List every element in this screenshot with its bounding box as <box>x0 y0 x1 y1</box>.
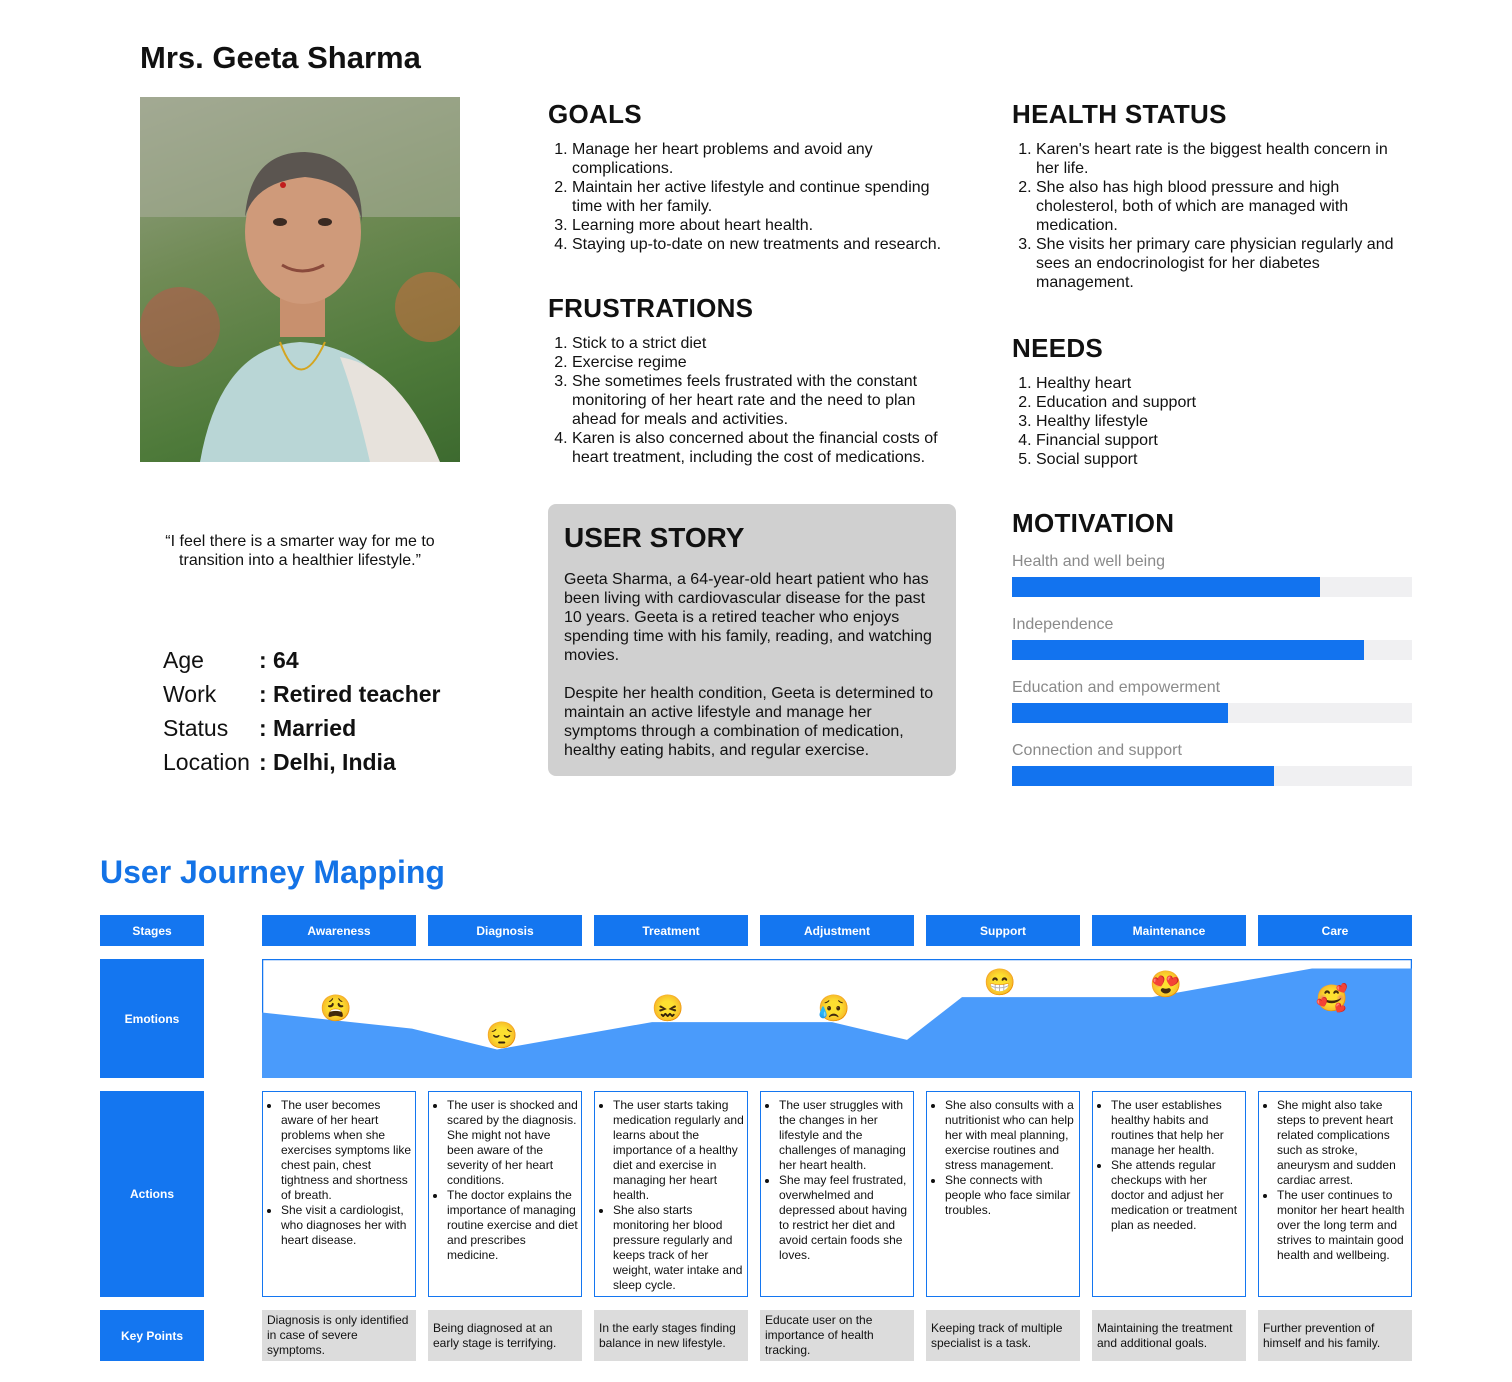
stage-actions <box>1258 1091 1412 1297</box>
motivation-bar-fill <box>1012 766 1274 786</box>
portrait-illustration <box>140 97 460 462</box>
user-story-card <box>548 504 956 776</box>
fact-age: Age : 64 <box>163 647 299 673</box>
action-item: • She attends regular checkups with her doctor and adjust her medication or treatment plan as needed. <box>1111 1158 1243 1233</box>
stage-header: Maintenance <box>1092 915 1246 946</box>
stage-header: Treatment <box>594 915 748 946</box>
goal-item: 1. Manage her heart problems and avoid any complications. <box>572 140 948 178</box>
health-status-item: 2. She also has high blood pressure and high cholesterol, both of which are managed with medication. <box>1036 178 1412 235</box>
stage-header: Diagnosis <box>428 915 582 946</box>
stage-actions-list <box>599 1098 745 1293</box>
stage-key-point: Further prevention of himself and his family. <box>1258 1310 1412 1361</box>
fact-location: Location : Delhi, India <box>163 749 396 775</box>
goals-list <box>548 140 948 254</box>
goals-section <box>548 99 948 254</box>
fact-work: Work : Retired teacher <box>163 681 441 707</box>
health-status-list <box>1012 140 1412 292</box>
action-item: • She visit a cardiologist, who diagnoses her with heart disease. <box>281 1203 413 1248</box>
frustration-item: 4. Karen is also concerned about the financial costs of heart treatment, including the cost of medications. <box>572 429 953 467</box>
row-label-actions: Actions <box>100 1091 204 1297</box>
need-item: 3. Healthy lifestyle <box>1036 412 1412 431</box>
motivation-bar-track <box>1012 577 1412 597</box>
need-item: 1. Healthy heart <box>1036 374 1412 393</box>
emotion-emoji: 😁 <box>983 967 1017 997</box>
action-item: • The user struggles with the changes in her lifestyle and the challenges of managing her heart health. <box>779 1098 911 1173</box>
stage-actions <box>926 1091 1080 1297</box>
user-story-paragraph: Despite her health condition, Geeta is determined to maintain an active lifestyle and manage her symptoms through a combination of medication, healthy eating habits, and regular exercise. <box>564 685 934 759</box>
health-status-section <box>1012 99 1412 292</box>
needs-list <box>1012 374 1412 469</box>
action-item: • The user is shocked and scared by the diagnosis. She might not have been aware of the severity of her heart conditions. <box>447 1098 579 1188</box>
motivation-bar-fill <box>1012 577 1320 597</box>
action-item: • The user continues to monitor her heart health over the long term and strives to maintain good health and wellbeing. <box>1277 1188 1409 1263</box>
stage-key-point: Being diagnosed at an early stage is terrifying. <box>428 1310 582 1361</box>
stage-actions-list <box>267 1098 413 1248</box>
goal-item: 2. Maintain her active lifestyle and continue spending time with her family. <box>572 178 948 216</box>
action-item: • She connects with people who face similar troubles. <box>945 1173 1077 1218</box>
stage-key-point: In the early stages finding balance in new lifestyle. <box>594 1310 748 1361</box>
motivation-label: Connection and support <box>1012 742 1182 759</box>
emotion-emoji: 😩 <box>319 993 353 1023</box>
stage-key-point: Maintaining the treatment and additional goals. <box>1092 1310 1246 1361</box>
row-label-stages: Stages <box>100 915 204 946</box>
frustration-item: 1. Stick to a strict diet <box>572 334 953 353</box>
emotion-emoji: 😖 <box>651 993 685 1023</box>
stage-actions <box>760 1091 914 1297</box>
frustrations-title: FRUSTRATIONS <box>548 293 754 323</box>
stage-header: Awareness <box>262 915 416 946</box>
frustrations-section <box>548 293 953 467</box>
goals-title: GOALS <box>548 99 642 129</box>
health-status-item: 1. Karen's heart rate is the biggest health concern in her life. <box>1036 140 1412 178</box>
motivation-bar-fill <box>1012 703 1228 723</box>
emotion-curve-chart <box>262 959 1412 1078</box>
motivation-bar-track <box>1012 640 1412 660</box>
action-item: • She may feel frustrated, overwhelmed and depressed about having to restrict her diet and avoid certain foods she loves. <box>779 1173 911 1263</box>
motivation-list <box>1012 553 1412 786</box>
action-item: • She also starts monitoring her blood pressure regularly and keeps track of her weight, water intake and sleep cycle. <box>613 1203 745 1293</box>
needs-section <box>1012 333 1412 469</box>
emotion-chart <box>262 959 1412 1078</box>
stage-actions <box>428 1091 582 1297</box>
emotion-emoji: 😥 <box>817 993 851 1023</box>
motivation-title: MOTIVATION <box>1012 508 1175 538</box>
action-item: • The user establishes healthy habits and routines that help her manage her health. <box>1111 1098 1243 1158</box>
motivation-item <box>1012 679 1412 723</box>
stage-header: Support <box>926 915 1080 946</box>
stage-actions <box>1092 1091 1246 1297</box>
need-item: 5. Social support <box>1036 450 1412 469</box>
motivation-item <box>1012 553 1412 597</box>
journey-title: User Journey Mapping <box>100 854 445 890</box>
stage-key-point: Diagnosis is only identified in case of severe symptoms. <box>262 1310 416 1361</box>
persona-quote: “I feel there is a smarter way for me to transition into a healthier lifestyle.” <box>165 533 435 569</box>
action-item: • She also consults with a nutritionist who can help her with meal planning, exercise routines and stress management. <box>945 1098 1077 1173</box>
row-label-emotions: Emotions <box>100 959 204 1078</box>
need-item: 2. Education and support <box>1036 393 1412 412</box>
health-status-item: 3. She visits her primary care physician regularly and sees an endocrinologist for her diabetes management. <box>1036 235 1412 292</box>
health-status-title: HEALTH STATUS <box>1012 99 1227 129</box>
motivation-item <box>1012 616 1412 660</box>
motivation-label: Health and well being <box>1012 553 1165 570</box>
motivation-label: Education and empowerment <box>1012 679 1221 696</box>
stage-key-point: Keeping track of multiple specialist is a task. <box>926 1310 1080 1361</box>
motivation-bar-track <box>1012 766 1412 786</box>
needs-title: NEEDS <box>1012 333 1104 363</box>
row-label-key-points: Key Points <box>100 1310 204 1361</box>
stage-actions-list <box>765 1098 911 1263</box>
frustration-item: 2. Exercise regime <box>572 353 953 372</box>
frustration-item: 3. She sometimes feels frustrated with the constant monitoring of her heart rate and the need to plan ahead for meals and activities. <box>572 372 953 429</box>
action-item: • She might also take steps to prevent heart related complications such as stroke, aneurysm and sudden cardiac arrest. <box>1277 1098 1409 1188</box>
goal-item: 4. Staying up-to-date on new treatments and research. <box>572 235 948 254</box>
stage-actions-list <box>931 1098 1077 1218</box>
user-story-paragraph: Geeta Sharma, a 64-year-old heart patient who has been living with cardiovascular disease for the past 10 years. Geeta is a retired teacher who enjoys spending time with his family, reading, and watching movies. <box>564 571 932 664</box>
stage-actions <box>262 1091 416 1297</box>
fact-status: Status : Married <box>163 715 357 741</box>
stage-header: Care <box>1258 915 1412 946</box>
emotion-emoji: 😔 <box>485 1020 519 1050</box>
persona-facts <box>163 643 441 779</box>
motivation-label: Independence <box>1012 616 1114 633</box>
need-item: 4. Financial support <box>1036 431 1412 450</box>
motivation-bar-fill <box>1012 640 1364 660</box>
frustrations-list <box>548 334 953 467</box>
action-item: • The user becomes aware of her heart problems when she exercises symptoms like chest pain, chest tightness and shortness of breath. <box>281 1098 413 1203</box>
persona-name: Mrs. Geeta Sharma <box>140 40 421 75</box>
user-story-title: USER STORY <box>564 522 745 553</box>
persona-photo <box>140 97 460 462</box>
action-item: • The doctor explains the importance of managing routine exercise and diet and prescribes medicine. <box>447 1188 579 1263</box>
stage-actions-list <box>1097 1098 1243 1233</box>
motivation-bar-track <box>1012 703 1412 723</box>
emotion-emoji: 🥰 <box>1315 983 1349 1013</box>
goal-item: 3. Learning more about heart health. <box>572 216 948 235</box>
stage-actions <box>594 1091 748 1297</box>
stage-key-point: Educate user on the importance of health tracking. <box>760 1310 914 1361</box>
action-item: • The user starts taking medication regularly and learns about the importance of a healthy diet and exercise in managing her heart health. <box>613 1098 745 1203</box>
motivation-section <box>1012 508 1412 805</box>
stage-header: Adjustment <box>760 915 914 946</box>
motivation-item <box>1012 742 1412 786</box>
emotion-emoji: 😍 <box>1149 969 1183 999</box>
stage-actions-list <box>1263 1098 1409 1263</box>
stage-actions-list <box>433 1098 579 1263</box>
